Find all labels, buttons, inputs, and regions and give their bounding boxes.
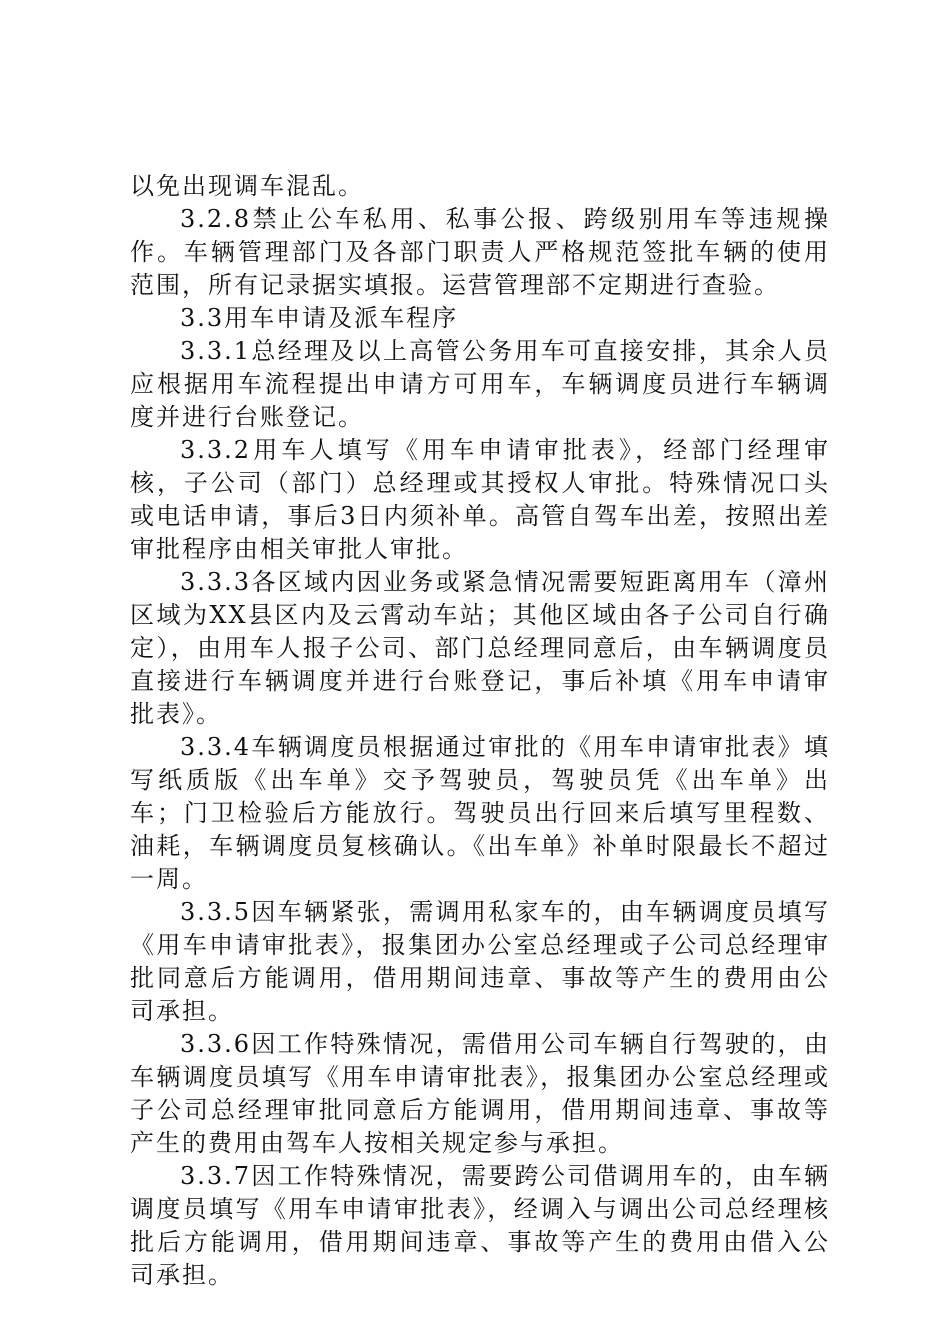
paragraph-3-3-2: 3.3.2用车人填写《用车申请审批表》，经部门经理审核，子公司（部门）总经理或其授权人审批。特殊情况口头或电话申请，事后3日内须补单。高管自驾车出差，按照出差审批程序由相关审批人审批。 bbox=[130, 436, 830, 563]
paragraph-3-3-6: 3.3.6因工作特殊情况，需借用公司车辆自行驾驶的，由车辆调度员填写《用车申请审批表》，报集团办公室总经理或子公司总经理审批同意后方能调用，借用期间违章、事故等产生的费用由驾车人按相关规定参与承担。 bbox=[130, 1030, 830, 1157]
paragraph-3-3-1: 3.3.1总经理及以上高管公务用车可直接安排，其余人员应根据用车流程提出申请方可用车，车辆调度员进行车辆调度并进行台账登记。 bbox=[130, 337, 830, 431]
section-heading-3-3: 3.3用车申请及派车程序 bbox=[180, 304, 459, 332]
paragraph-3-3-7: 3.3.7因工作特殊情况，需要跨公司借调用车的，由车辆调度员填写《用车申请审批表》，经调入与调出公司总经理核批后方能调用，借用期间违章、事故等产生的费用由借入公司承担。 bbox=[130, 1162, 830, 1289]
paragraph-3-3-3: 3.3.3各区域内因业务或紧急情况需要短距离用车（漳州区域为XX县区内及云霄动车站；其他区域由各子公司自行确定），由用车人报子公司、部门总经理同意后，由车辆调度员直接进行车辆调度并进行台账登记，事后补填《用车申请审批表》。 bbox=[130, 568, 830, 728]
paragraph-3-3-5: 3.3.5因车辆紧张，需调用私家车的，由车辆调度员填写《用车申请审批表》，报集团办公室总经理或子公司总经理审批同意后方能调用，借用期间违章、事故等产生的费用由公司承担。 bbox=[130, 898, 830, 1025]
paragraph-3-2-8: 3.2.8禁止公车私用、私事公报、跨级别用车等违规操作。车辆管理部门及各部门职责人严格规范签批车辆的使用范围，所有记录据实填报。运营管理部不定期进行查验。 bbox=[130, 205, 830, 299]
paragraph-3-3-4: 3.3.4车辆调度员根据通过审批的《用车申请审批表》填写纸质版《出车单》交予驾驶员，驾驶员凭《出车单》出车；门卫检验后方能放行。驾驶员出行回来后填写里程数、油耗，车辆调度员复核确认。《出车单》补单时限最长不超过一周。 bbox=[130, 733, 830, 893]
paragraph-continuation: 以免出现调车混乱。 bbox=[130, 172, 364, 200]
document-page bbox=[130, 170, 830, 1292]
